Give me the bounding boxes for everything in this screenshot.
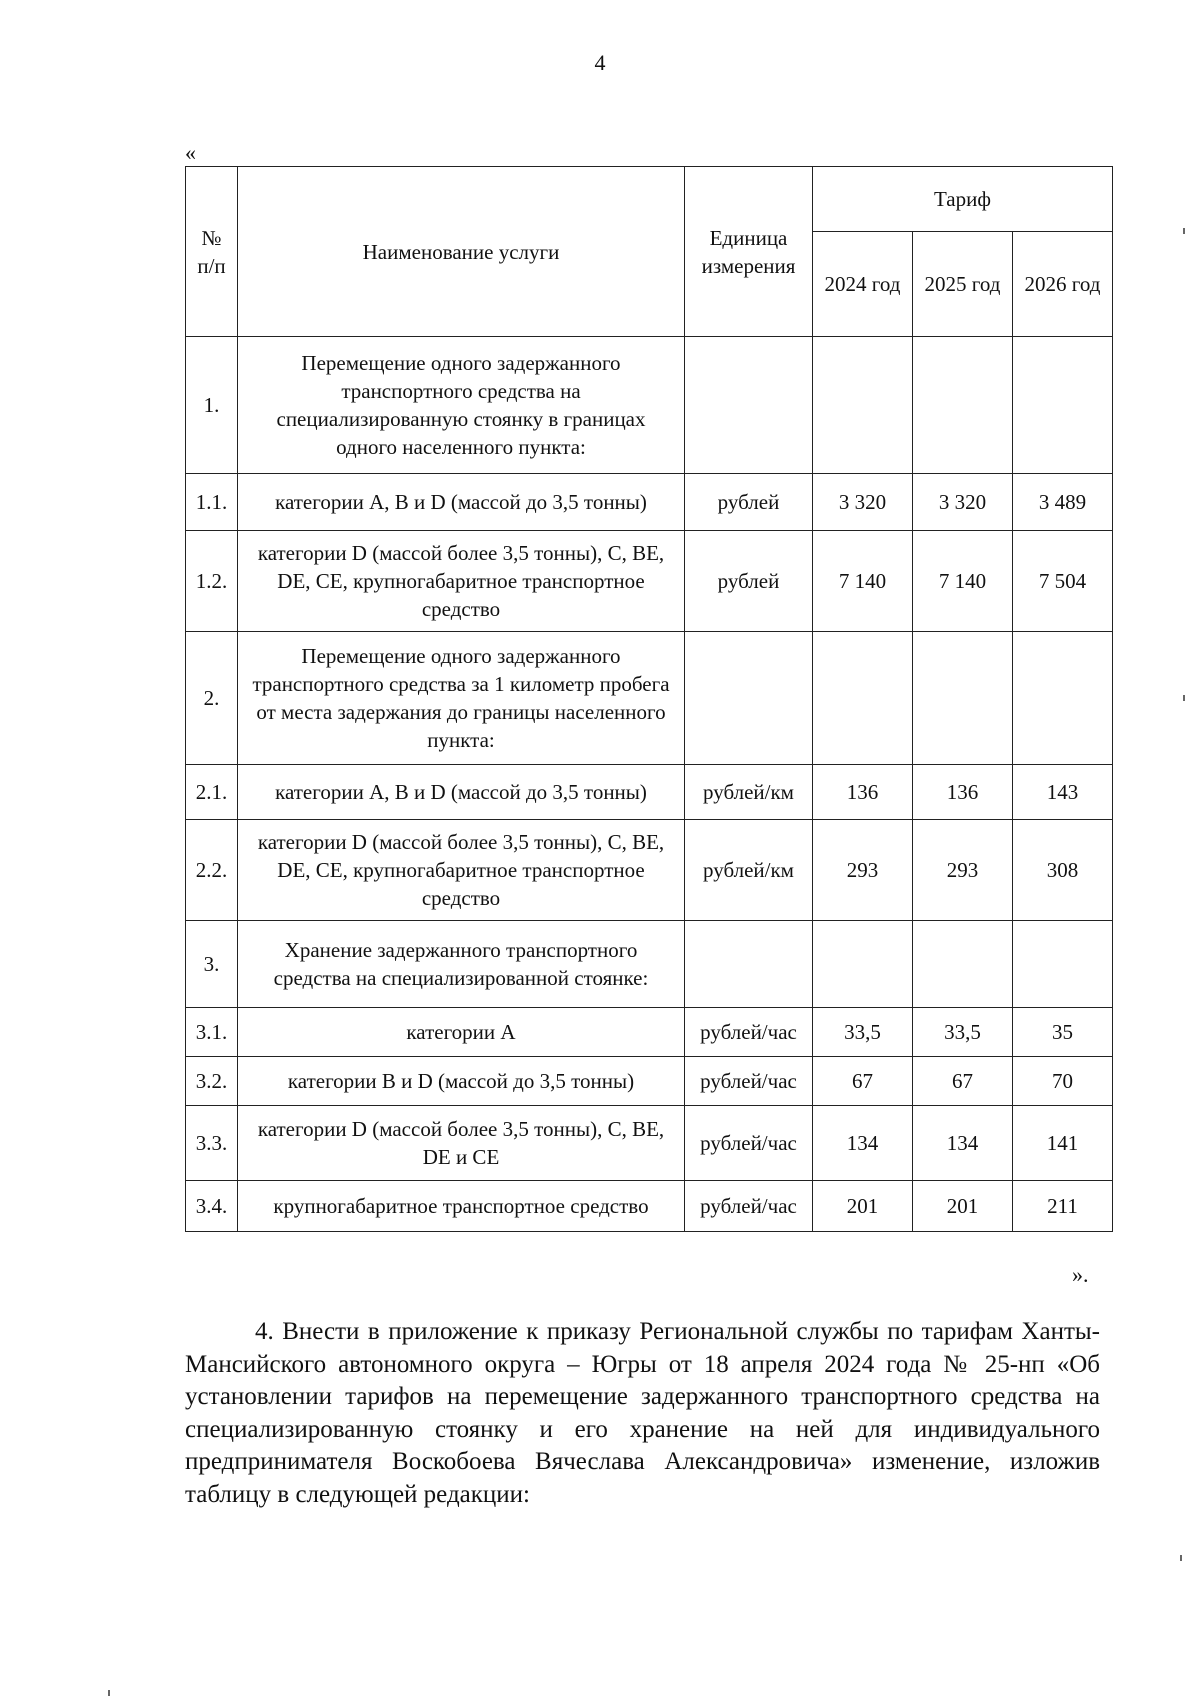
row-service: Хранение задержанного транспортного средства на специализированной стоянке: <box>238 921 685 1008</box>
row-tariff-2024: 67 <box>813 1057 913 1106</box>
row-service: категории A, B и D (массой до 3,5 тонны) <box>238 474 685 531</box>
header-unit: Единица измерения <box>685 167 813 337</box>
row-num: 2. <box>186 632 238 765</box>
row-tariff-2024: 33,5 <box>813 1008 913 1057</box>
table-row <box>186 337 1113 474</box>
table-row <box>186 1008 1113 1057</box>
row-unit: рублей <box>685 531 813 632</box>
row-tariff-2025: 33,5 <box>913 1008 1013 1057</box>
row-tariff-2026: 141 <box>1013 1106 1113 1181</box>
body-paragraph: 4. Внести в приложение к приказу Региональной службы по тарифам Ханты-Мансийского автономного округа – Югры от 18 апреля 2024 года № 25-нп «Об установлении тарифов на перемещение задержанного транспортного средства на специализированную стоянку и его хранение на ней для индивидуального предпринимателя Воскобоева Вячеслава Александровича» изменение, изложив таблицу в следующей редакции: <box>185 1318 1100 1508</box>
row-service: категории A <box>238 1008 685 1057</box>
table-row <box>186 765 1113 820</box>
row-unit: рублей/час <box>685 1008 813 1057</box>
row-num: 3.4. <box>186 1181 238 1232</box>
table-row <box>186 1106 1113 1181</box>
row-num: 3. <box>186 921 238 1008</box>
row-num: 1. <box>186 337 238 474</box>
table-row <box>186 474 1113 531</box>
row-unit: рублей/час <box>685 1181 813 1232</box>
table-row <box>186 1181 1113 1232</box>
row-tariff-2026: 308 <box>1013 820 1113 921</box>
table-row <box>186 1057 1113 1106</box>
row-tariff-2026: 143 <box>1013 765 1113 820</box>
table-row <box>186 921 1113 1008</box>
row-tariff-2024 <box>813 337 913 474</box>
scan-mark <box>1183 228 1185 234</box>
row-tariff-2025: 7 140 <box>913 531 1013 632</box>
row-tariff-2026 <box>1013 921 1113 1008</box>
row-service: Перемещение одного задержанного транспортного средства за 1 километр пробега от места задержания до границы населенного пункта: <box>238 632 685 765</box>
row-num: 1.2. <box>186 531 238 632</box>
row-tariff-2025 <box>913 337 1013 474</box>
tariff-table <box>185 166 1113 1232</box>
row-num: 1.1. <box>186 474 238 531</box>
open-quote: « <box>185 140 196 165</box>
row-tariff-2024 <box>813 921 913 1008</box>
scan-mark <box>108 1690 110 1696</box>
row-unit <box>685 632 813 765</box>
row-unit: рублей/час <box>685 1106 813 1181</box>
row-num: 3.1. <box>186 1008 238 1057</box>
row-tariff-2026: 70 <box>1013 1057 1113 1106</box>
row-tariff-2024: 136 <box>813 765 913 820</box>
row-tariff-2025: 67 <box>913 1057 1013 1106</box>
row-tariff-2025: 201 <box>913 1181 1013 1232</box>
close-quote: ». <box>1072 1262 1089 1287</box>
row-tariff-2025 <box>913 921 1013 1008</box>
scan-mark <box>1183 695 1185 701</box>
scan-mark <box>1180 1555 1182 1561</box>
row-tariff-2024: 134 <box>813 1106 913 1181</box>
row-unit <box>685 337 813 474</box>
row-service: Перемещение одного задержанного транспортного средства на специализированную стоянку в границах одного населенного пункта: <box>238 337 685 474</box>
row-service: категории B и D (массой до 3,5 тонны) <box>238 1057 685 1106</box>
header-name: Наименование услуги <box>238 167 685 337</box>
row-tariff-2025: 3 320 <box>913 474 1013 531</box>
table-row <box>186 632 1113 765</box>
header-tariff: Тариф <box>813 167 1113 232</box>
row-service: крупногабаритное транспортное средство <box>238 1181 685 1232</box>
row-tariff-2026: 7 504 <box>1013 531 1113 632</box>
row-service: категории A, B и D (массой до 3,5 тонны) <box>238 765 685 820</box>
page-number: 4 <box>594 50 606 75</box>
row-service: категории D (массой более 3,5 тонны), C, BE, DE, CE, крупногабаритное транспортное средство <box>238 820 685 921</box>
table-row <box>186 531 1113 632</box>
row-num: 3.2. <box>186 1057 238 1106</box>
row-tariff-2024: 7 140 <box>813 531 913 632</box>
row-unit <box>685 921 813 1008</box>
row-tariff-2025: 134 <box>913 1106 1013 1181</box>
row-tariff-2024: 3 320 <box>813 474 913 531</box>
row-tariff-2026 <box>1013 337 1113 474</box>
row-unit: рублей <box>685 474 813 531</box>
row-tariff-2026 <box>1013 632 1113 765</box>
row-tariff-2025: 293 <box>913 820 1013 921</box>
row-tariff-2024 <box>813 632 913 765</box>
row-tariff-2026: 211 <box>1013 1181 1113 1232</box>
row-num: 2.2. <box>186 820 238 921</box>
row-unit: рублей/час <box>685 1057 813 1106</box>
row-unit: рублей/км <box>685 765 813 820</box>
row-tariff-2024: 201 <box>813 1181 913 1232</box>
row-service: категории D (массой более 3,5 тонны), C, BE, DE, CE, крупногабаритное транспортное средство <box>238 531 685 632</box>
row-unit: рублей/км <box>685 820 813 921</box>
row-num: 2.1. <box>186 765 238 820</box>
table-row <box>186 820 1113 921</box>
row-tariff-2025: 136 <box>913 765 1013 820</box>
header-year-2026: 2026 год <box>1013 232 1113 337</box>
row-tariff-2026: 3 489 <box>1013 474 1113 531</box>
row-service: категории D (массой более 3,5 тонны), C, BE, DE и CE <box>238 1106 685 1181</box>
row-tariff-2024: 293 <box>813 820 913 921</box>
row-tariff-2026: 35 <box>1013 1008 1113 1057</box>
row-tariff-2025 <box>913 632 1013 765</box>
row-num: 3.3. <box>186 1106 238 1181</box>
header-year-2024: 2024 год <box>813 232 913 337</box>
header-num: № п/п <box>186 167 238 337</box>
header-year-2025: 2025 год <box>913 232 1013 337</box>
